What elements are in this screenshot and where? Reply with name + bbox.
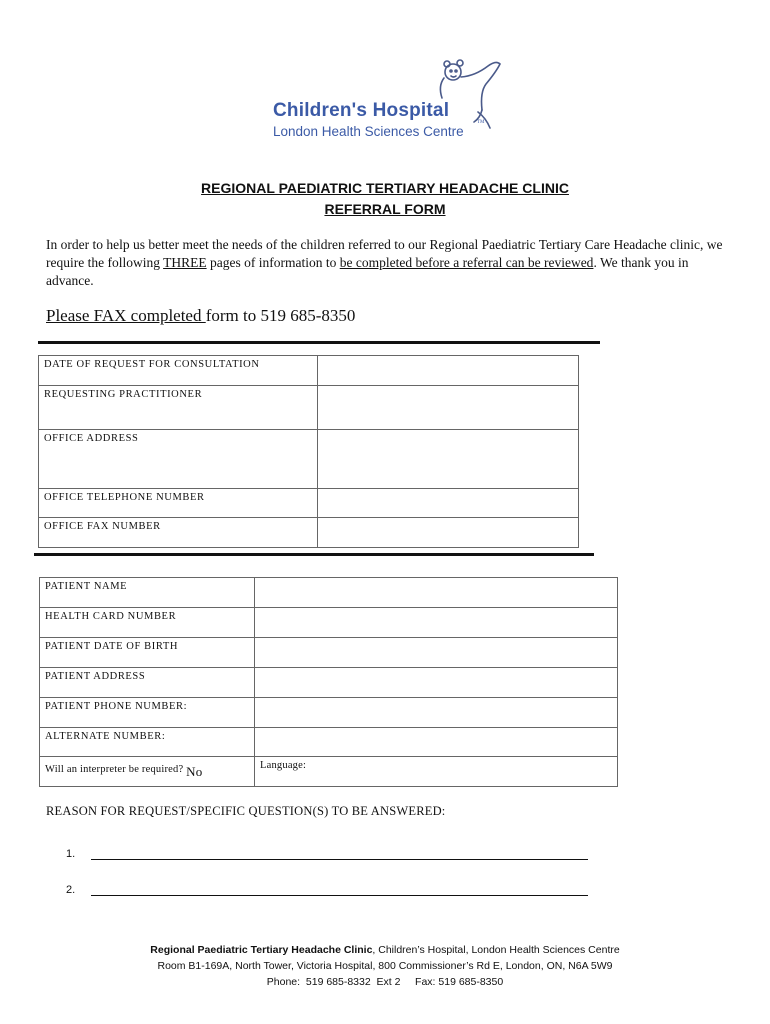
office-address-label: OFFICE ADDRESS bbox=[44, 433, 139, 444]
interpreter-answer[interactable]: No bbox=[186, 764, 203, 779]
footer-clinic: Regional Paediatric Tertiary Headache Clinic, Children’s Hospital, London Health Sciences Centre bbox=[150, 944, 620, 956]
reason-heading: REASON FOR REQUEST/SPECIFIC QUESTION(S) TO BE ANSWERED: bbox=[46, 804, 446, 818]
patient-phone-label: PATIENT PHONE NUMBER: bbox=[45, 701, 188, 712]
reason-number-1: 1. bbox=[66, 848, 76, 860]
table-row bbox=[40, 698, 618, 728]
table-row bbox=[39, 430, 579, 489]
logo-subtitle: London Health Sciences Centre bbox=[273, 124, 464, 139]
health-card-label: HEALTH CARD NUMBER bbox=[45, 611, 177, 622]
date-of-birth-label: PATIENT DATE OF BIRTH bbox=[45, 641, 179, 652]
logo-title: Children's Hospital bbox=[273, 100, 450, 121]
section-divider bbox=[34, 553, 594, 556]
interpreter-label: Will an interpreter be required? bbox=[45, 764, 184, 775]
table-row bbox=[39, 386, 579, 430]
reason-line-2[interactable] bbox=[91, 895, 588, 896]
fax-instruction: Please FAX completed form to 519 685-8350 bbox=[46, 306, 356, 325]
patient-table bbox=[39, 577, 618, 787]
table-row bbox=[39, 518, 579, 548]
footer-phone: Phone: 519 685-8332 Ext 2 Fax: 519 685-8350 bbox=[266, 976, 504, 988]
table-row bbox=[40, 638, 618, 668]
footer-address: Room B1-169A, North Tower, Victoria Hospital, 800 Commissioner’s Rd E, London, ON, N6A 5W9 bbox=[157, 960, 613, 972]
language-label: Language: bbox=[260, 760, 307, 771]
practitioner-table bbox=[38, 355, 579, 548]
table-row bbox=[40, 608, 618, 638]
patient-address-label: PATIENT ADDRESS bbox=[45, 671, 146, 682]
form-title: REGIONAL PAEDIATRIC TERTIARY HEADACHE CLINIC bbox=[201, 180, 569, 196]
requesting-practitioner-label: REQUESTING PRACTITIONER bbox=[44, 389, 203, 400]
intro-paragraph: In order to help us better meet the needs of the children referred to our Regional Paediatric Tertiary Care Headache clinic, we require the following THREE pages of information to be completed before a referral can be reviewed. We thank you in advance. bbox=[46, 237, 723, 288]
table-row bbox=[40, 728, 618, 757]
reason-number-2: 2. bbox=[66, 884, 76, 896]
table-row bbox=[40, 578, 618, 608]
date-of-request-label: DATE OF REQUEST FOR CONSULTATION bbox=[44, 359, 260, 370]
section-divider bbox=[38, 341, 600, 344]
alternate-number-label: ALTERNATE NUMBER: bbox=[45, 731, 166, 742]
table-row bbox=[40, 757, 618, 787]
table-row bbox=[40, 668, 618, 698]
patient-name-label: PATIENT NAME bbox=[45, 581, 128, 592]
hospital-logo bbox=[255, 48, 510, 150]
form-subtitle: REFERRAL FORM bbox=[324, 201, 446, 217]
three-emphasis: THREE bbox=[163, 255, 207, 270]
footer bbox=[0, 942, 770, 990]
completed-emphasis: be completed before a referral can be reviewed bbox=[339, 255, 594, 270]
office-telephone-label: OFFICE TELEPHONE NUMBER bbox=[44, 492, 205, 503]
table-row bbox=[39, 489, 579, 518]
office-fax-label: OFFICE FAX NUMBER bbox=[44, 521, 161, 532]
table-row bbox=[39, 356, 579, 386]
reason-line-1[interactable] bbox=[91, 859, 588, 860]
logo-trademark: TM bbox=[477, 120, 485, 125]
